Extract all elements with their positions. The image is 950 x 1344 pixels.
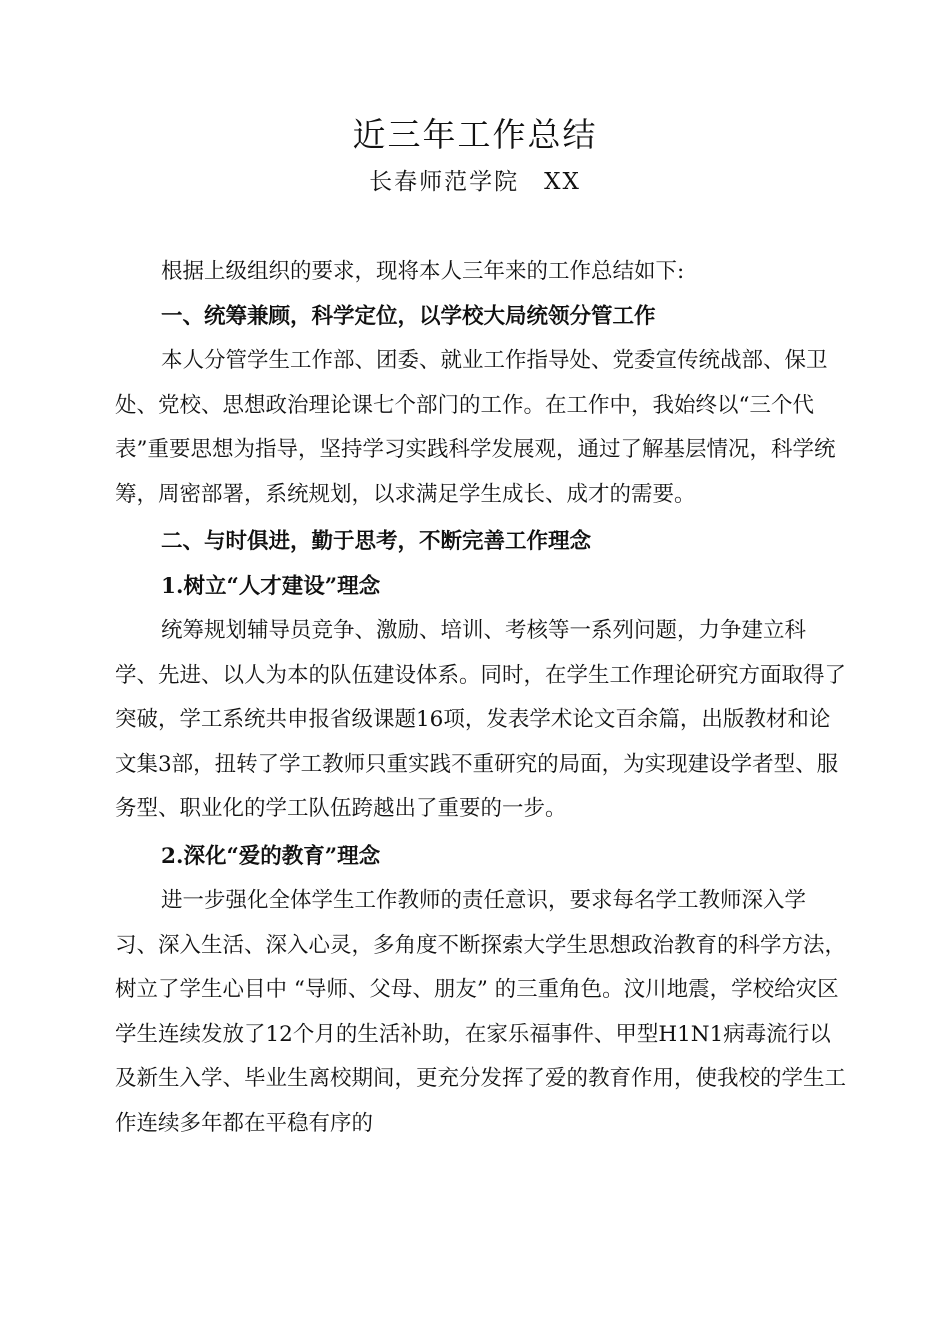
section2-sub1-paragraph: 统筹规划辅导员竞争、激励、培训、考核等一系列问题，力争建立科学、先进、以人为本的队伍建设体系。同时，在学生工作理论研究方面取得了突破，学工系统共申报省级课题16项，发表学术论文百余篇，出版教材和论文集3部，扭转了学工教师只重实践不重研究的局面，为实现建设学者型、服务型、职业化的学工队伍跨越出了重要的一步。 [115,618,847,821]
section2-heading: 二、与时俱进，勤于思考，不断完善工作理念 [161,529,592,554]
section2-sub2-paragraph: 进一步强化全体学生工作教师的责任意识，要求每名学工教师深入学习、深入生活、深入心灵，多角度不断探索大学生思想政治教育的科学方法，树立了学生心目中 “导师、父母、朋友” 的三重角色。汶川地震，学校给灾区学生连续发放了12个月的生活补助，在家乐福事件、甲型H1N1病毒流行以及新生入学、毕业生离校期间，更充分发挥了爱的教育作用，使我校的学生工作连续多年都在平稳有序的 [115,888,847,1136]
section2-sub1-heading: 1.树立“人才建设”理念 [161,573,381,599]
section1-heading: 一、统筹兼顾，科学定位，以学校大局统领分管工作 [161,303,656,329]
intro-paragraph: 根据上级组织的要求，现将本人三年来的工作总结如下: [161,259,685,284]
section2-sub2-heading: 2.深化“爱的教育”理念 [161,843,381,869]
section1-paragraph: 本人分管学生工作部、团委、就业工作指导处、党委宣传统战部、保卫处、党校、思想政治理论课七个部门的工作。在工作中，我始终以“三个代表”重要思想为指导，坚持学习实践科学发展观，通过了解基层情况，科学统筹，周密部署，系统规划，以求满足学生成长、成才的需要。 [115,348,836,507]
document-title: 近三年工作总结 [352,115,598,154]
document-author-line: 长春师范学院 XX [369,169,581,195]
document-body [115,250,847,1146]
